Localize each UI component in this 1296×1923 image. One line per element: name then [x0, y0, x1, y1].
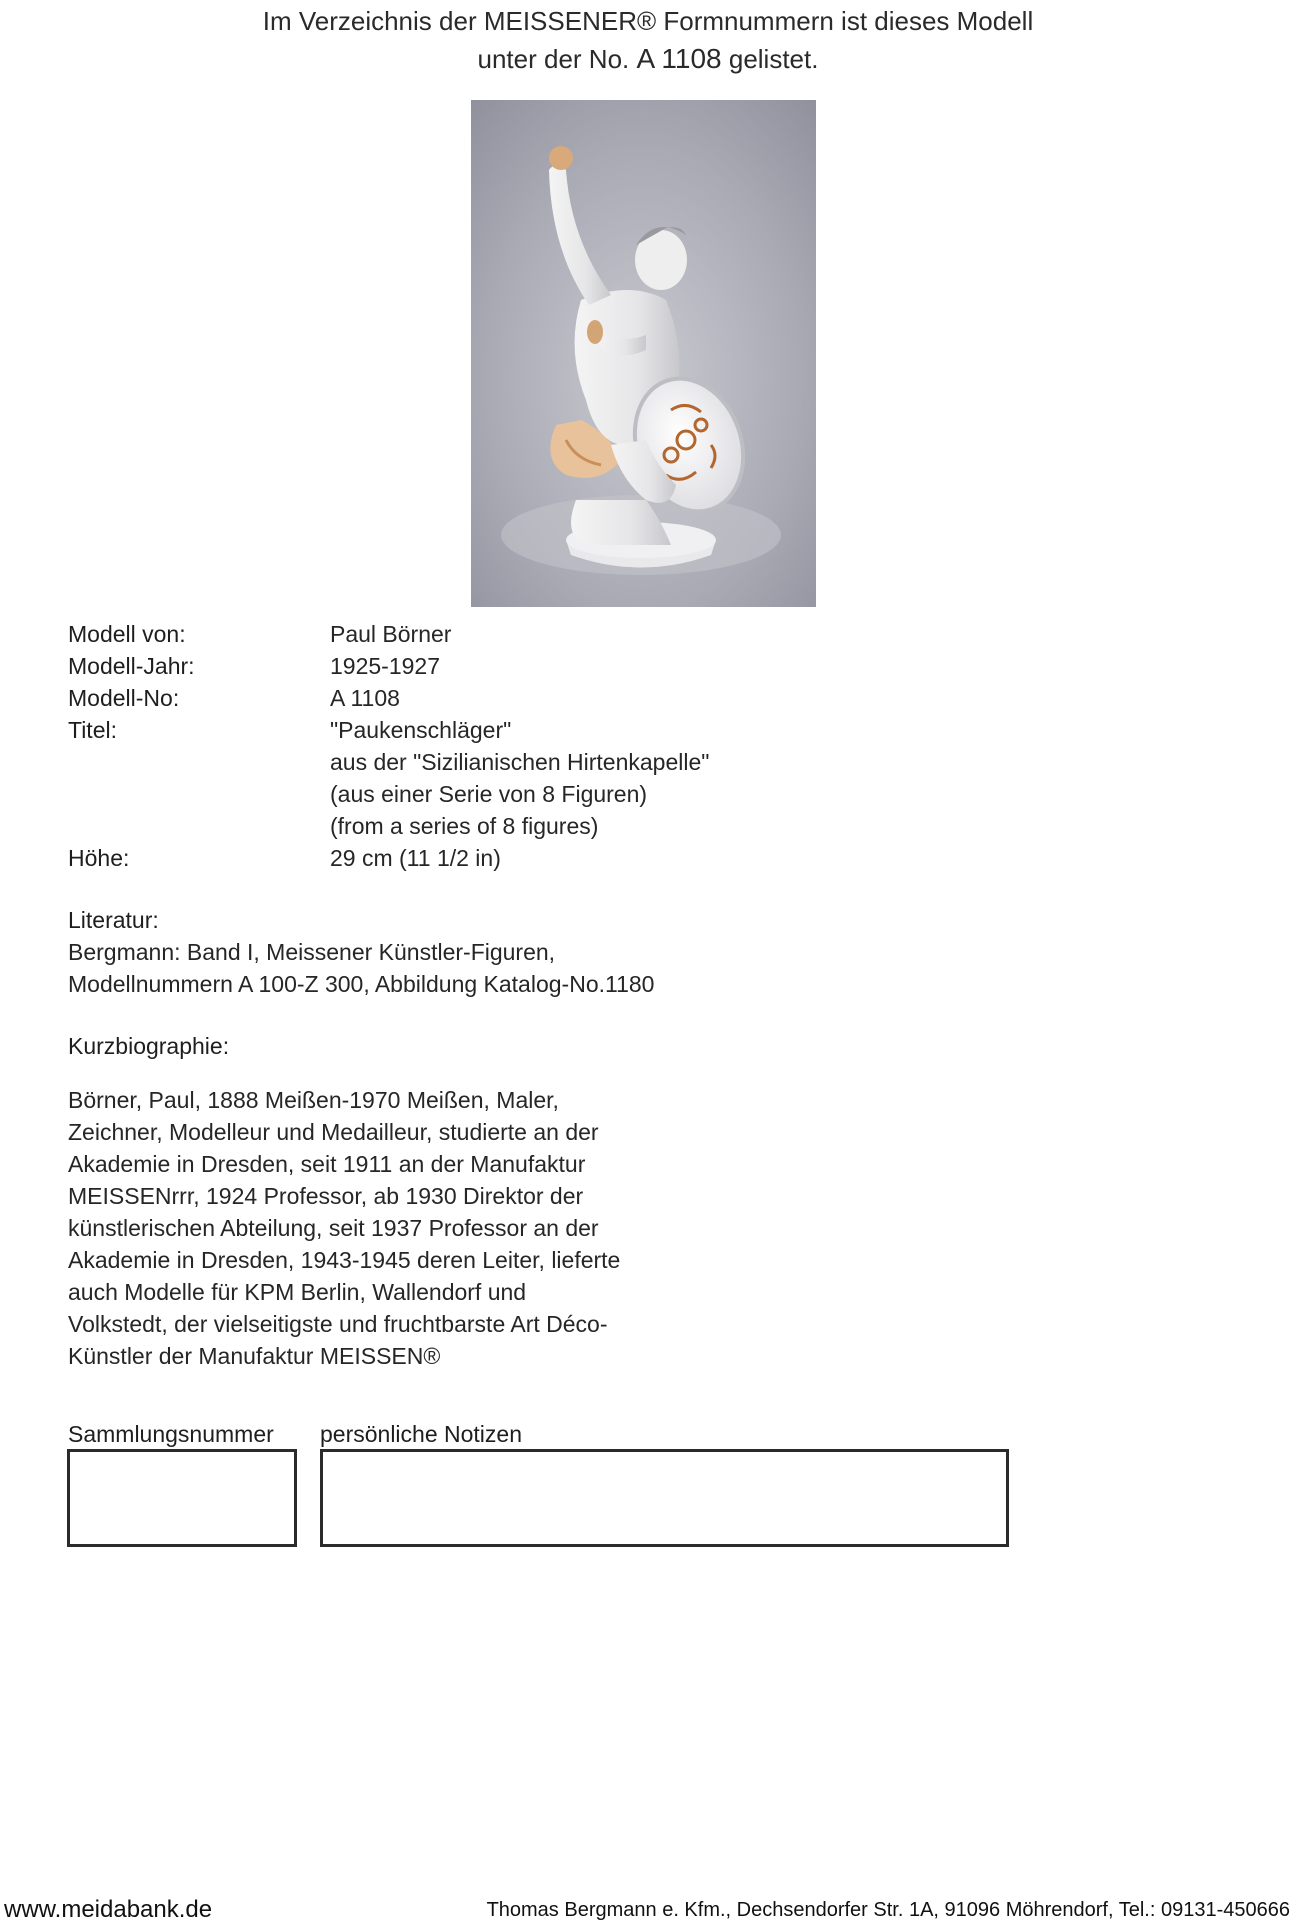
spec-label: Modell-Jahr:	[68, 653, 195, 679]
biography-text	[68, 1084, 668, 1372]
biography-line: MEISSENrrr, 1924 Professor, ab 1930 Direktor der	[68, 1183, 584, 1209]
spec-label: Titel:	[68, 717, 117, 743]
biography-heading: Kurzbiographie:	[68, 1033, 230, 1059]
figurine-image	[471, 100, 816, 607]
notes-field[interactable]	[320, 1449, 1009, 1547]
spec-value	[330, 714, 709, 842]
notes-label: persönliche Notizen	[320, 1421, 523, 1447]
footer-website[interactable]: www.meidabank.de	[4, 1896, 213, 1923]
header-line-2	[0, 40, 1296, 78]
spec-value-line: "Paukenschläger"	[330, 717, 512, 743]
spec-value-line: (from a series of 8 figures)	[330, 813, 599, 839]
spec-label: Modell-No:	[68, 685, 180, 711]
biography-line: Akademie in Dresden, seit 1911 an der Manufaktur	[68, 1151, 586, 1177]
literature-line: Bergmann: Band I, Meissener Künstler-Figuren,	[68, 939, 556, 965]
collection-number-label: Sammlungsnummer	[68, 1421, 274, 1447]
literature-section	[68, 904, 654, 1000]
page-header	[0, 2, 1296, 78]
spec-value-line: aus der "Sizilianischen Hirtenkapelle"	[330, 749, 710, 775]
spec-value-line: 1925-1927	[330, 653, 440, 679]
spec-value	[330, 650, 440, 682]
spec-row-modell-jahr	[68, 650, 709, 682]
header-model-number: A 1108	[636, 43, 722, 74]
biography-line: auch Modelle für KPM Berlin, Wallendorf und	[68, 1279, 527, 1305]
spec-row-modell-von	[68, 618, 709, 650]
collection-number-field[interactable]	[67, 1449, 297, 1547]
model-specs	[68, 618, 709, 874]
spec-value-line: Paul Börner	[330, 621, 452, 647]
footer-address: Thomas Bergmann e. Kfm., Dechsendorfer Str. 1A, 91096 Möhrendorf, Tel.: 09131-450666	[486, 1899, 1290, 1921]
figurine-photo	[471, 100, 816, 607]
biography-line: künstlerischen Abteilung, seit 1937 Professor an der	[68, 1215, 599, 1241]
literature-heading: Literatur:	[68, 907, 159, 933]
header-line-1: Im Verzeichnis der MEISSENER® Formnummern ist dieses Modell	[262, 6, 1034, 36]
spec-value	[330, 842, 501, 874]
biography-line: Volkstedt, der vielseitigste und fruchtbarste Art Déco-	[68, 1311, 608, 1337]
spec-row-modell-no	[68, 682, 709, 714]
spec-row-titel	[68, 714, 709, 842]
biography-line: Zeichner, Modelleur und Medailleur, studierte an der	[68, 1119, 599, 1145]
header-line-2-suffix: gelistet.	[728, 44, 819, 74]
spec-value	[330, 618, 451, 650]
spec-row-hoehe	[68, 842, 709, 874]
biography-line: Künstler der Manufaktur MEISSEN®	[68, 1343, 441, 1369]
biography-line: Akademie in Dresden, 1943-1945 deren Leiter, lieferte	[68, 1247, 621, 1273]
spec-value-line: (aus einer Serie von 8 Figuren)	[330, 781, 648, 807]
header-line-2-prefix: unter der No.	[477, 44, 630, 74]
biography-line: Börner, Paul, 1888 Meißen-1970 Meißen, Maler,	[68, 1087, 559, 1113]
spec-value-line: A 1108	[330, 685, 400, 711]
spec-value	[330, 682, 400, 714]
spec-value-line: 29 cm (11 1/2 in)	[330, 845, 501, 871]
literature-line: Modellnummern A 100-Z 300, Abbildung Katalog-No.1180	[68, 971, 655, 997]
spec-label: Höhe:	[68, 845, 130, 871]
spec-label: Modell von:	[68, 621, 186, 647]
